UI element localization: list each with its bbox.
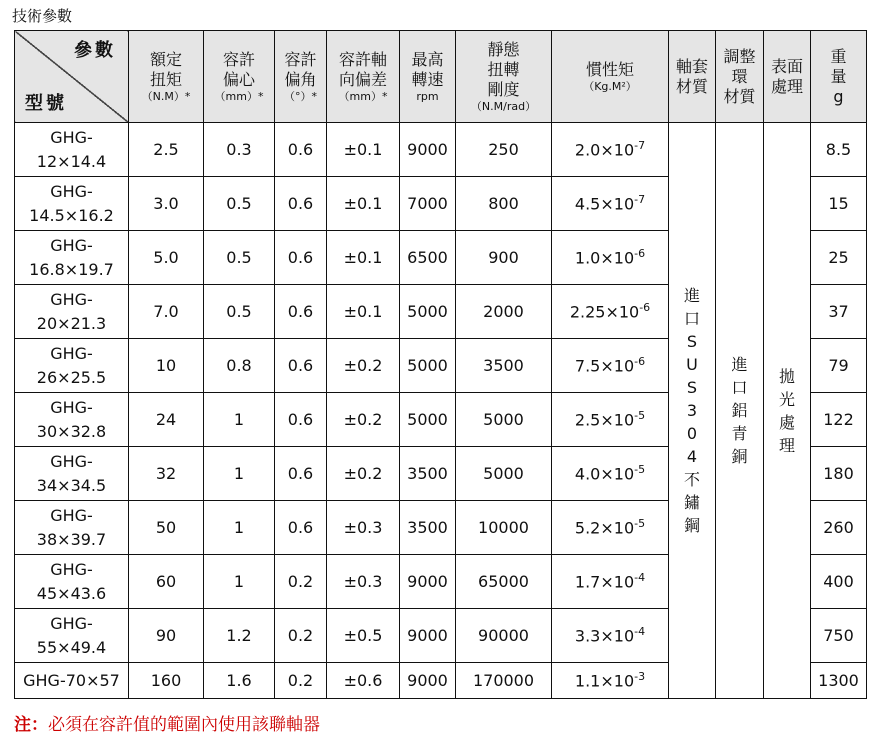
- cell-model: GHG- 55×49.4: [15, 609, 129, 663]
- inertia-exponent: -5: [634, 517, 646, 531]
- inertia-base: 5.2×10: [574, 518, 635, 538]
- col-header-eccentric: 容許 偏心 （mm）*: [204, 31, 275, 123]
- cell-angle: 0.6: [275, 501, 327, 555]
- cell-inertia: [552, 177, 669, 231]
- cell-torque: 32: [129, 447, 204, 501]
- cell-inertia: [552, 555, 669, 609]
- cell-torque: 60: [129, 555, 204, 609]
- cell-angle: 0.6: [275, 177, 327, 231]
- col-header-surface: 表面 處理: [764, 31, 811, 123]
- inertia-base: 2.0×10: [574, 140, 635, 160]
- inertia-base: 1.1×10: [574, 671, 635, 691]
- col-header-stiffness: 靜態 扭轉 剛度 （N.M/rad）: [456, 31, 552, 123]
- cell-inertia: [552, 285, 669, 339]
- cell-eccentric: 0.5: [204, 285, 275, 339]
- table-row: [15, 123, 867, 177]
- cell-eccentric: 1: [204, 393, 275, 447]
- cell-model: GHG- 14.5×16.2: [15, 177, 129, 231]
- cell-sleeve-material: [669, 123, 716, 699]
- cell-stiffness: 3500: [456, 339, 552, 393]
- inertia-exponent: -6: [634, 355, 646, 369]
- cell-torque: 90: [129, 609, 204, 663]
- cell-eccentric: 1: [204, 555, 275, 609]
- inertia-base: 4.0×10: [574, 464, 635, 484]
- cell-stiffness: 10000: [456, 501, 552, 555]
- cell-inertia: [552, 231, 669, 285]
- cell-weight: 8.5: [811, 123, 867, 177]
- cell-weight: 37: [811, 285, 867, 339]
- cell-axial: ±0.3: [327, 501, 400, 555]
- cell-sleeve-material-text: 進口SUS304不鏽鋼: [683, 286, 700, 535]
- col-header-torque: 額定 扭矩 （N.M）*: [129, 31, 204, 123]
- header-row: [15, 31, 867, 123]
- note-text: 必須在容許值的範圍內使用該聯軸器: [48, 715, 320, 735]
- cell-weight: 750: [811, 609, 867, 663]
- cell-axial: ±0.5: [327, 609, 400, 663]
- col-header-speed: 最高 轉速 rpm: [400, 31, 456, 123]
- cell-model: GHG- 34×34.5: [15, 447, 129, 501]
- cell-axial: ±0.3: [327, 555, 400, 609]
- cell-stiffness: 900: [456, 231, 552, 285]
- corner-header: [15, 31, 129, 123]
- inertia-exponent: -7: [634, 139, 646, 153]
- cell-torque: 7.0: [129, 285, 204, 339]
- inertia-base: 7.5×10: [574, 356, 635, 376]
- cell-model: GHG- 20×21.3: [15, 285, 129, 339]
- cell-eccentric: 1.2: [204, 609, 275, 663]
- cell-weight: 79: [811, 339, 867, 393]
- cell-stiffness: 90000: [456, 609, 552, 663]
- inertia-base: 2.5×10: [574, 410, 635, 430]
- cell-eccentric: 0.5: [204, 177, 275, 231]
- cell-model: GHG- 38×39.7: [15, 501, 129, 555]
- cell-ring-material: [716, 123, 764, 699]
- usage-note: [14, 710, 320, 735]
- cell-stiffness: 2000: [456, 285, 552, 339]
- cell-axial: ±0.6: [327, 663, 400, 699]
- cell-inertia: [552, 609, 669, 663]
- cell-model: GHG-70×57: [15, 663, 129, 699]
- cell-weight: 15: [811, 177, 867, 231]
- cell-eccentric: 0.3: [204, 123, 275, 177]
- cell-speed: 9000: [400, 663, 456, 699]
- cell-eccentric: 1.6: [204, 663, 275, 699]
- cell-speed: 3500: [400, 501, 456, 555]
- cell-stiffness: 170000: [456, 663, 552, 699]
- cell-angle: 0.2: [275, 555, 327, 609]
- cell-model: GHG- 45×43.6: [15, 555, 129, 609]
- inertia-exponent: -7: [634, 193, 646, 207]
- cell-stiffness: 250: [456, 123, 552, 177]
- cell-stiffness: 5000: [456, 393, 552, 447]
- cell-weight: 260: [811, 501, 867, 555]
- cell-speed: 9000: [400, 555, 456, 609]
- cell-weight: 122: [811, 393, 867, 447]
- corner-param-label: 參數: [74, 40, 116, 61]
- cell-torque: 160: [129, 663, 204, 699]
- cell-stiffness: 800: [456, 177, 552, 231]
- cell-eccentric: 1: [204, 447, 275, 501]
- col-header-inertia: 慣性矩 （Kg.M²）: [552, 31, 669, 123]
- cell-stiffness: 5000: [456, 447, 552, 501]
- cell-angle: 0.6: [275, 285, 327, 339]
- cell-angle: 0.6: [275, 393, 327, 447]
- col-header-ring-material: 調整 環 材質: [716, 31, 764, 123]
- inertia-base: 1.7×10: [574, 572, 635, 592]
- col-header-sleeve-material: 軸套 材質: [669, 31, 716, 123]
- cell-model: GHG- 12×14.4: [15, 123, 129, 177]
- cell-torque: 3.0: [129, 177, 204, 231]
- cell-model: GHG- 16.8×19.7: [15, 231, 129, 285]
- cell-surface: [764, 123, 811, 699]
- inertia-base: 4.5×10: [574, 194, 635, 214]
- cell-weight: 400: [811, 555, 867, 609]
- cell-inertia: [552, 663, 669, 699]
- cell-angle: 0.6: [275, 231, 327, 285]
- cell-speed: 9000: [400, 609, 456, 663]
- cell-inertia: [552, 501, 669, 555]
- inertia-exponent: -6: [634, 247, 646, 261]
- cell-speed: 3500: [400, 447, 456, 501]
- cell-axial: ±0.1: [327, 231, 400, 285]
- cell-axial: ±0.1: [327, 123, 400, 177]
- cell-speed: 6500: [400, 231, 456, 285]
- cell-angle: 0.2: [275, 663, 327, 699]
- cell-angle: 0.2: [275, 609, 327, 663]
- inertia-exponent: -3: [634, 670, 646, 684]
- section-title: 技術參數: [12, 7, 73, 25]
- cell-angle: 0.6: [275, 123, 327, 177]
- cell-surface-text: 拋光處理: [778, 366, 795, 455]
- cell-angle: 0.6: [275, 447, 327, 501]
- inertia-base: 1.0×10: [574, 248, 635, 268]
- cell-model: GHG- 30×32.8: [15, 393, 129, 447]
- inertia-base: 3.3×10: [574, 626, 635, 646]
- col-header-axial: 容許軸 向偏差 （mm）*: [327, 31, 400, 123]
- cell-weight: 25: [811, 231, 867, 285]
- inertia-exponent: -5: [634, 409, 646, 423]
- cell-inertia: [552, 123, 669, 177]
- cell-axial: ±0.2: [327, 393, 400, 447]
- col-header-angle: 容許 偏角 （°）*: [275, 31, 327, 123]
- cell-torque: 24: [129, 393, 204, 447]
- cell-eccentric: 0.8: [204, 339, 275, 393]
- cell-stiffness: 65000: [456, 555, 552, 609]
- inertia-base: 2.25×10: [569, 302, 640, 322]
- inertia-exponent: -4: [634, 571, 646, 585]
- cell-ring-material-text: 進口鋁青銅: [731, 355, 748, 466]
- cell-speed: 5000: [400, 285, 456, 339]
- cell-inertia: [552, 393, 669, 447]
- cell-torque: 5.0: [129, 231, 204, 285]
- cell-model: GHG- 26×25.5: [15, 339, 129, 393]
- inertia-exponent: -6: [639, 301, 651, 315]
- cell-eccentric: 0.5: [204, 231, 275, 285]
- cell-torque: 10: [129, 339, 204, 393]
- cell-axial: ±0.2: [327, 339, 400, 393]
- cell-speed: 5000: [400, 393, 456, 447]
- cell-eccentric: 1: [204, 501, 275, 555]
- col-header-weight: 重 量 g: [811, 31, 867, 123]
- corner-model-label: 型號: [25, 93, 67, 114]
- cell-axial: ±0.1: [327, 177, 400, 231]
- cell-weight: 1300: [811, 663, 867, 699]
- inertia-exponent: -4: [634, 625, 646, 639]
- spec-table: [14, 30, 867, 699]
- cell-torque: 50: [129, 501, 204, 555]
- cell-inertia: [552, 447, 669, 501]
- cell-speed: 7000: [400, 177, 456, 231]
- cell-speed: 9000: [400, 123, 456, 177]
- cell-axial: ±0.1: [327, 285, 400, 339]
- cell-inertia: [552, 339, 669, 393]
- cell-angle: 0.6: [275, 339, 327, 393]
- inertia-exponent: -5: [634, 463, 646, 477]
- note-label: 注：: [14, 715, 48, 735]
- cell-torque: 2.5: [129, 123, 204, 177]
- cell-axial: ±0.2: [327, 447, 400, 501]
- cell-speed: 5000: [400, 339, 456, 393]
- cell-weight: 180: [811, 447, 867, 501]
